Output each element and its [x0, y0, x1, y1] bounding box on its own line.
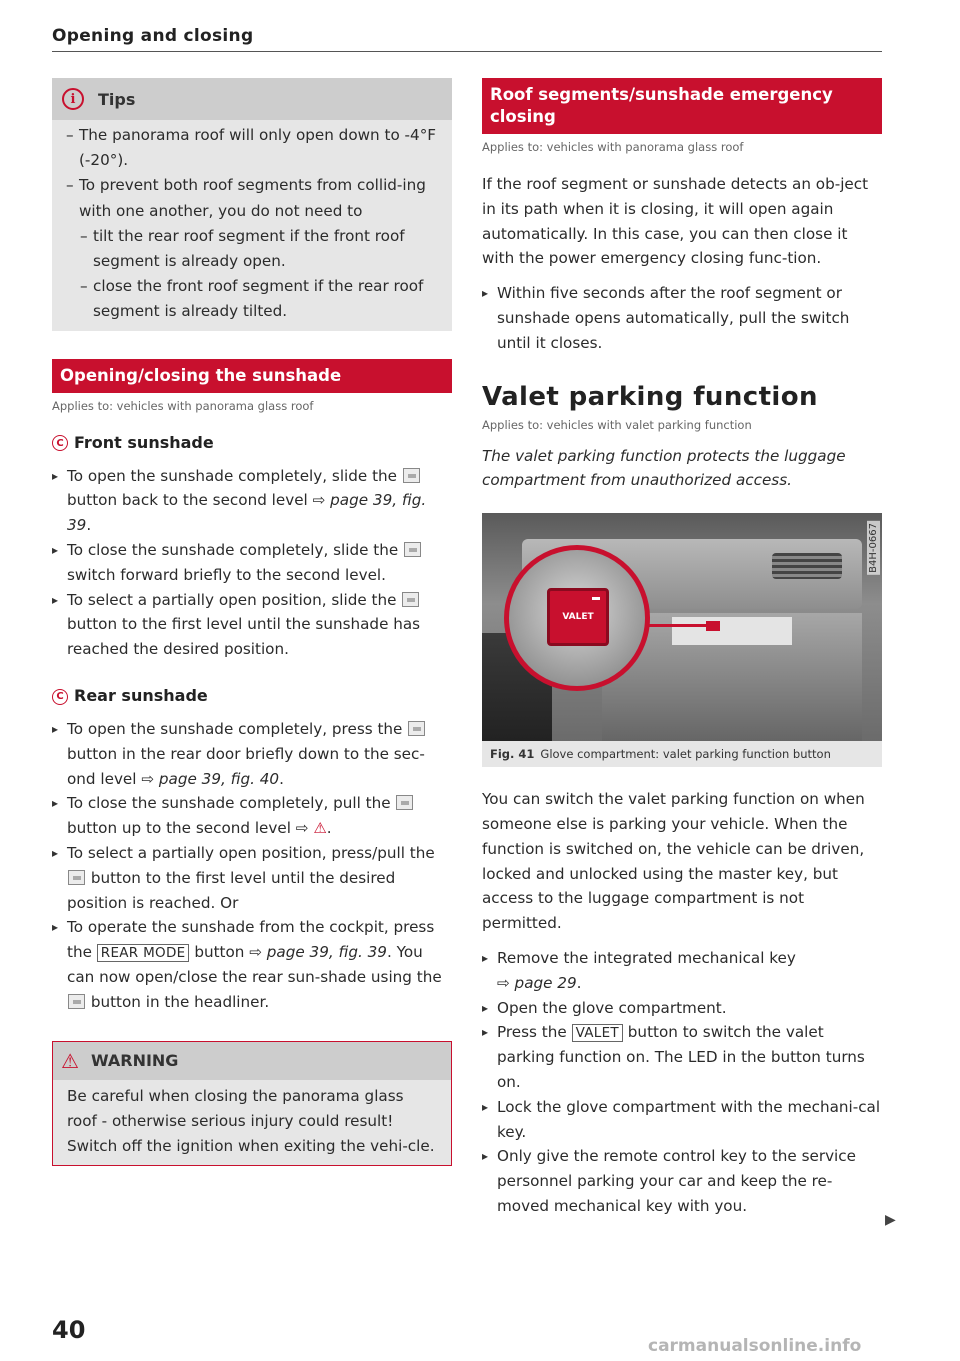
sunshade-button-icon: [403, 468, 420, 483]
info-icon: i: [62, 88, 84, 110]
applies-note: Applies to: vehicles with panorama glass roof: [52, 398, 314, 413]
page-reference[interactable]: ⇨ page 39, fig. 40: [141, 769, 280, 788]
sunshade-button-icon: [68, 870, 85, 885]
page-reference[interactable]: ⇨ page 39, fig. 39: [249, 943, 387, 962]
list-item: ▸ To close the sunshade completely, slide the switch forward briefly to the second level.: [52, 538, 452, 588]
front-sunshade-heading: C Front sunshade: [52, 433, 452, 452]
valet-button-illustration: VALET: [547, 588, 609, 646]
callout-c-icon: C: [52, 435, 68, 451]
valet-key-label: VALET: [572, 1024, 623, 1042]
list-item: ▸ To open the sunshade completely, slide the button back to the second level ⇨ page 39, fig. 39.: [52, 464, 452, 538]
list-item: ▸ Remove the integrated mechanical key ⇨ page 29.: [482, 946, 882, 996]
list-item: ▸ Within five seconds after the roof segment or sunshade opens automatically, pull the switch until it closes.: [482, 281, 882, 355]
warning-box: [52, 1041, 452, 1166]
continue-arrow-icon: ▶: [885, 1212, 896, 1228]
tips-box: [52, 78, 452, 331]
figure-button-slot: [672, 617, 792, 645]
tips-list: [52, 120, 452, 325]
sunshade-button-icon: [396, 795, 413, 810]
sunshade-button-icon: [402, 592, 419, 607]
figure-callout-line: [642, 624, 706, 627]
callout-c-icon: C: [52, 689, 68, 705]
warning-title: WARNING: [90, 1051, 179, 1071]
header-rule: [52, 51, 882, 52]
tips-item: – To prevent both roof segments from collid-ing with one another, you do not need to: [66, 173, 438, 223]
valet-intro: The valet parking function protects the luggage compartment from unauthorized access.: [482, 446, 846, 490]
rear-sunshade-heading: C Rear sunshade: [52, 686, 452, 705]
section-title-emergency: Roof segments/sunshade emergency closing: [482, 78, 882, 134]
right-column: [482, 78, 882, 1219]
applies-note: Applies to: vehicles with valet parking function: [482, 417, 752, 432]
list-item: ▸ To open the sunshade completely, press the button in the rear door briefly down to the sec-ond level ⇨ page 39, fig. 40.: [52, 717, 452, 791]
tips-item: – The panorama roof will only open down to -4°F (-20°).: [66, 123, 438, 173]
sunshade-button-icon: [404, 542, 421, 557]
list-item: ▸ Open the glove compartment.: [482, 996, 882, 1021]
figure-code: B4H-0667: [868, 523, 879, 573]
list-item: ▸ To select a partially open position, slide the button to the first level until the sunshade has reached the desired position.: [52, 588, 452, 662]
running-head: Opening and closing: [52, 26, 254, 46]
list-item: ▸ Press the VALET button to switch the valet parking function on. The LED in the button turns on.: [482, 1020, 882, 1094]
sunshade-button-icon: [408, 721, 425, 736]
page-reference[interactable]: ⇨ page 39, fig. 39: [67, 491, 427, 535]
sunshade-button-icon: [68, 994, 85, 1009]
warning-triangle-icon: ⚠: [313, 819, 327, 838]
figure-glove-compartment: [482, 513, 882, 741]
list-item: ▸ To select a partially open position, press/pull the button to the first level until the desired position is reached. Or: [52, 841, 452, 915]
section-title-sunshade: Opening/closing the sunshade: [52, 359, 452, 393]
list-item: ▸ To close the sunshade completely, pull the button up to the second level ⇨ ⚠.: [52, 791, 452, 841]
list-item: ▸ Lock the glove compartment with the mechani-cal key.: [482, 1095, 882, 1145]
figure-caption: Fig. 41 Glove compartment: valet parking function button: [482, 741, 882, 767]
warning-triangle-icon: ⚠: [61, 1048, 79, 1073]
valet-paragraph: You can switch the valet parking function on when someone else is parking your vehicle. When the function is switched on, the vehicle can be driven, locked and unlocked using the master key, but access to the luggage compartment is not permitted.: [482, 790, 865, 933]
warning-text: Be careful when closing the panorama glass roof - otherwise serious injury could result! Switch off the ignition when exiting the vehi-cle.: [67, 1086, 435, 1155]
figure-led: [706, 621, 720, 631]
tips-sub-item: – close the front roof segment if the rear roof segment is already tilted.: [80, 274, 438, 324]
page-reference[interactable]: ⇨ page 29: [497, 973, 577, 992]
rear-mode-key-label: REAR MODE: [97, 944, 190, 962]
watermark: carmanualsonline.info: [648, 1336, 862, 1356]
figure-air-vent: [772, 553, 842, 579]
tips-title: Tips: [98, 89, 136, 109]
tips-header: [52, 78, 452, 120]
warning-header: [53, 1042, 451, 1080]
valet-heading: Valet parking function: [482, 381, 818, 412]
left-column: [52, 78, 452, 1166]
list-item: ▸ To operate the sunshade from the cockpit, press the REAR MODE button ⇨ page 39, fig. 39. You can now open/close the rear sun-shade using the button in the headliner.: [52, 915, 452, 1014]
list-item: ▸ Only give the remote control key to the service personnel parking your car and keep the re-moved mechanical key with you.: [482, 1144, 882, 1218]
figure-zoom-circle: [504, 545, 650, 691]
applies-note: Applies to: vehicles with panorama glass roof: [482, 140, 744, 154]
page-number: 40: [52, 1316, 86, 1344]
emergency-paragraph: If the roof segment or sunshade detects an ob-ject in its path when it is closing, it will open again automatically. In this case, you can then close it with the power emergency closing func-tion.: [482, 175, 869, 268]
tips-sub-item: – tilt the rear roof segment if the front roof segment is already open.: [80, 224, 438, 274]
